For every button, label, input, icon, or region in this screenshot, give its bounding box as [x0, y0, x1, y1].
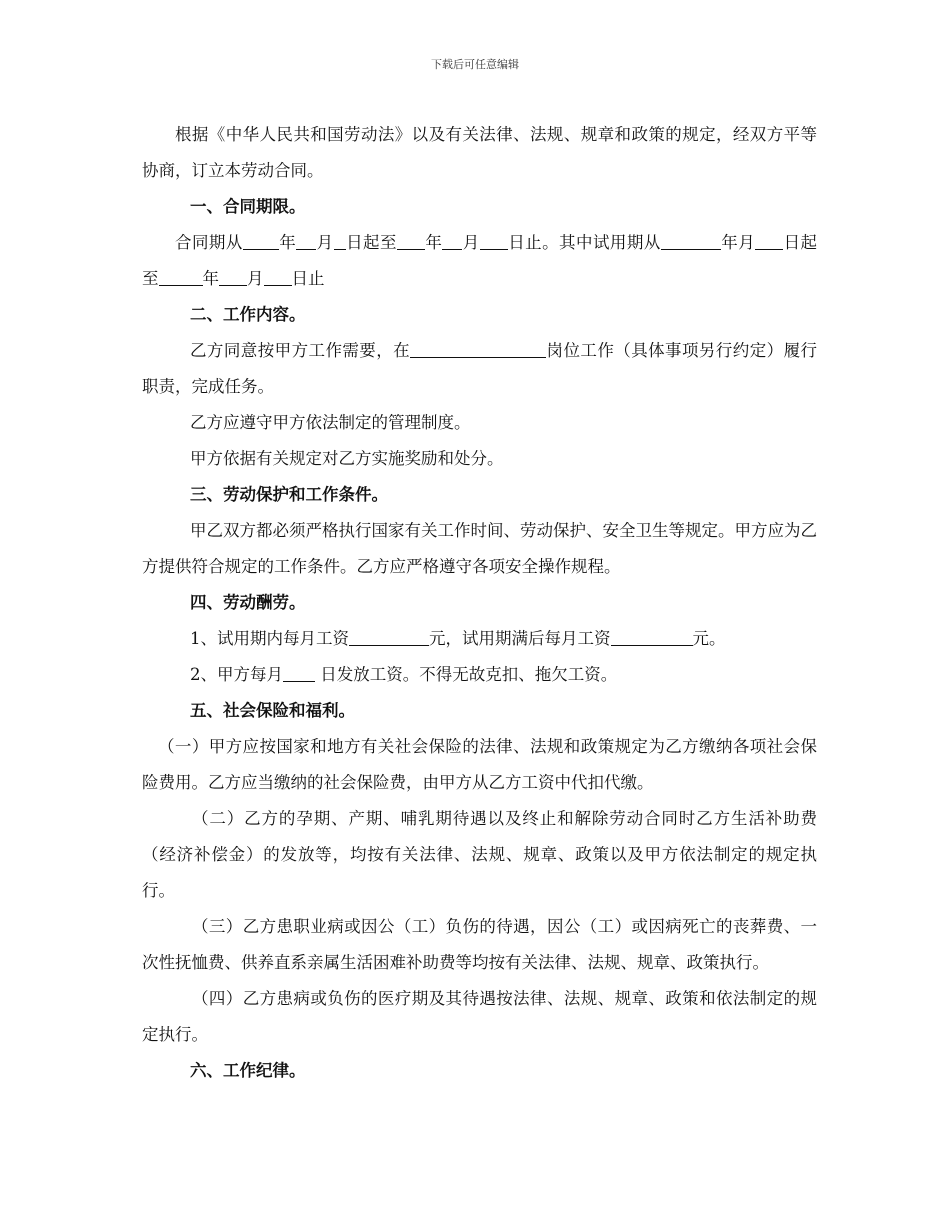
section-3-title: 三、劳动保护和工作条件。 — [190, 485, 388, 504]
section-4-title: 四、劳动酬劳。 — [190, 593, 306, 612]
section-5-paragraph-2: （二）乙方的孕期、产期、哺乳期待遇以及终止和解除劳动合同时乙方生活补助费（经济补偿金）的发放等，均按有关法律、法规、规章、政策以及甲方依法制定的规定执行。 — [142, 809, 817, 900]
contract-body — [142, 117, 817, 1089]
section-3-paragraph: 甲乙双方都必须严格执行国家有关工作时间、劳动保护、安全卫生等规定。甲方应为乙方提供符合规定的工作条件。乙方应严格遵守各项安全操作规程。 — [142, 521, 817, 576]
section-2-title: 二、工作内容。 — [190, 305, 306, 324]
section-5-paragraph-1: （一）甲方应按国家和地方有关社会保险的法律、法规和政策规定为乙方缴纳各项社会保险费用。乙方应当缴纳的社会保险费，由甲方从乙方工资中代扣代缴。 — [142, 737, 817, 792]
section-4-paragraph-1: 1、试用期内每月工资 元，试用期满后每月工资 元。 — [190, 629, 726, 648]
section-6-title: 六、工作纪律。 — [190, 1061, 306, 1080]
section-2-paragraph-1: 乙方同意按甲方工作需要，在 岗位工作（具体事项另行约定）履行职责，完成任务。 — [142, 341, 818, 396]
section-1-paragraph: 合同期从 年 月 日起至 年 月 日止。其中试用期从 年月 日起至 年 月 日止 — [142, 233, 818, 288]
section-5-title: 五、社会保险和福利。 — [190, 701, 355, 720]
section-5-paragraph-4: （四）乙方患病或负伤的医疗期及其待遇按法律、法规、规章、政策和依法制定的规定执行。 — [142, 989, 817, 1044]
section-2-paragraph-3: 甲方依据有关规定对乙方实施奖励和处分。 — [190, 449, 504, 468]
intro-paragraph: 根据《中华人民共和国劳动法》以及有关法律、法规、规章和政策的规定，经双方平等协商，订立本劳动合同。 — [142, 125, 817, 180]
section-4-paragraph-2: 2、甲方每月 日发放工资。不得无故克扣、拖欠工资。 — [190, 665, 618, 684]
section-5-paragraph-3: （三）乙方患职业病或因公（工）负伤的待遇，因公（工）或因病死亡的丧葬费、一次性抚恤费、供养直系亲属生活困难补助费等均按有关法律、法规、规章、政策执行。 — [142, 917, 817, 972]
header-note: 下载后可任意编辑 — [431, 58, 519, 71]
section-1-title: 一、合同期限。 — [190, 197, 306, 216]
section-2-paragraph-2: 乙方应遵守甲方依法制定的管理制度。 — [190, 413, 471, 432]
